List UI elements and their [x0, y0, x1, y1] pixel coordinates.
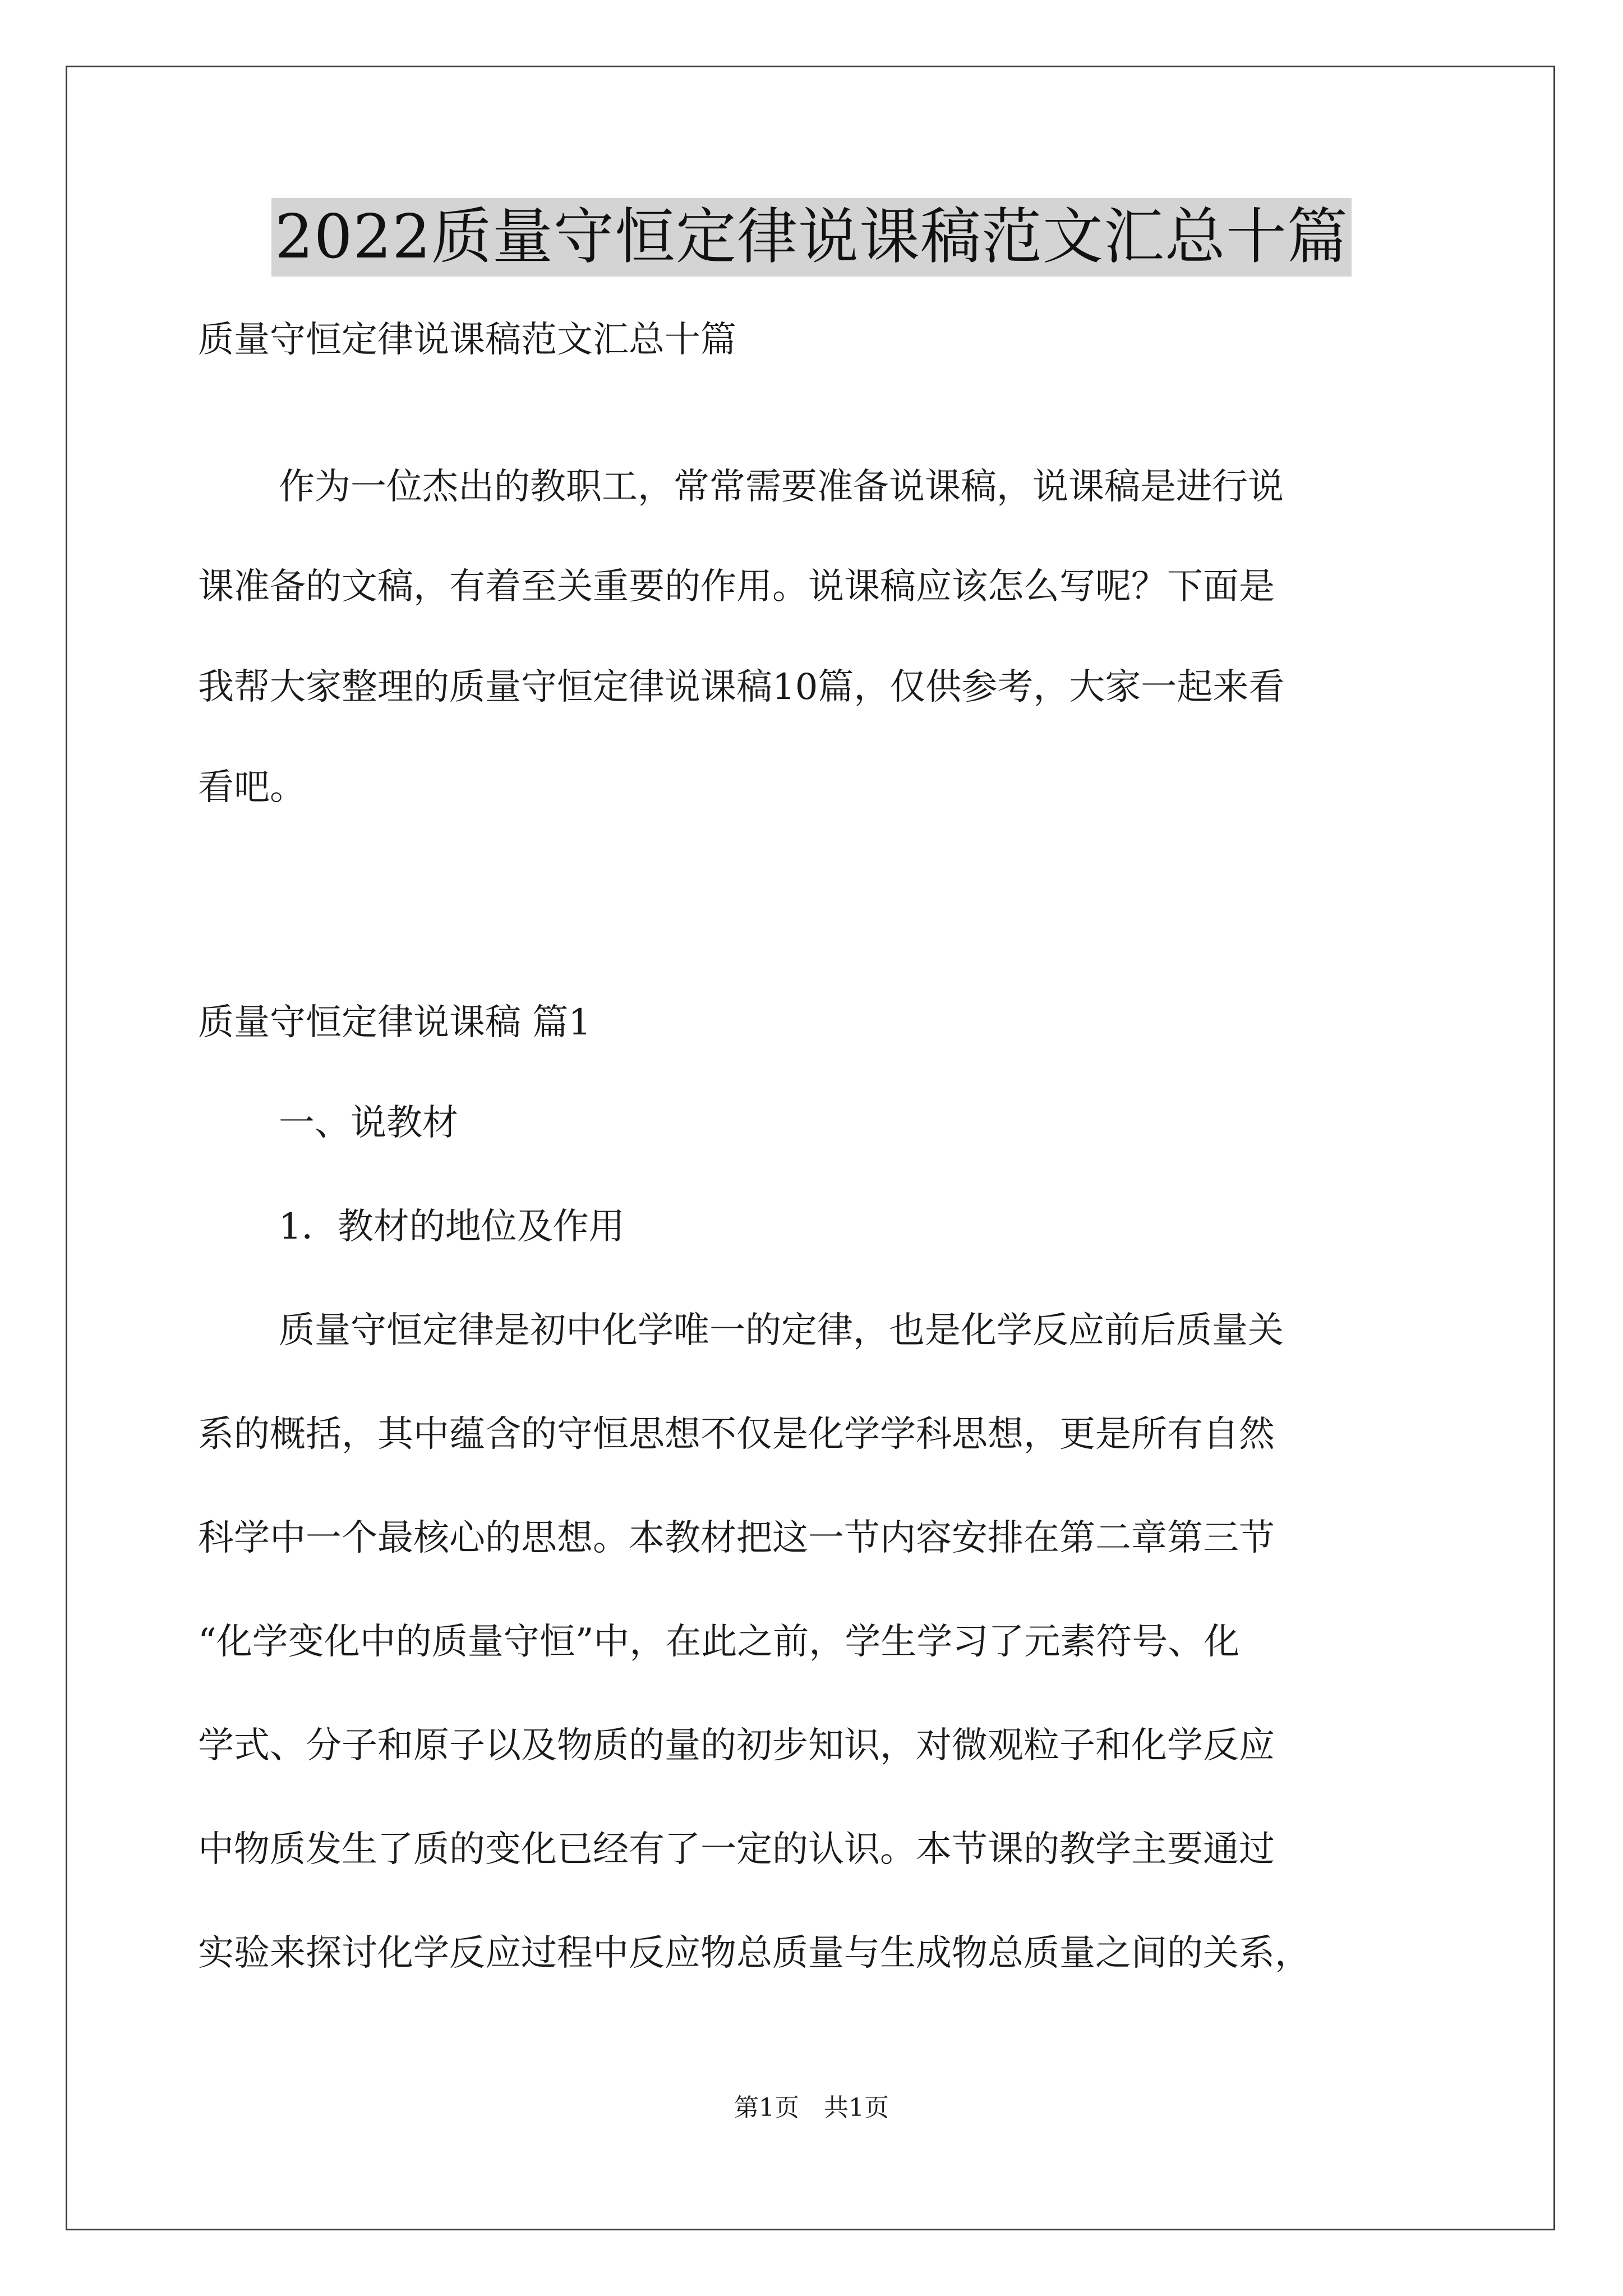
page-border: [66, 66, 1555, 2230]
paragraph-line-2: 系的概括，其中蕴含的守恒思想不仅是化学学科思想，更是所有自然: [198, 1414, 1275, 1455]
paragraph-line-7: 实验来探讨化学反应过程中反应物总质量与生成物总质量之间的关系，: [198, 1932, 1311, 1974]
document-subtitle: 质量守恒定律说课稿范文汇总十篇: [198, 319, 736, 361]
section-heading: 质量守恒定律说课稿 篇1: [198, 1002, 592, 1043]
intro-line-1: 作为一位杰出的教职工，常常需要准备说课稿，说课稿是进行说: [279, 466, 1284, 508]
page-footer: 第1页 共1页: [734, 2093, 889, 2122]
intro-line-2: 课准备的文稿，有着至关重要的作用。说课稿应该怎么写呢？下面是: [198, 566, 1275, 608]
paragraph-line-6: 中物质发生了质的变化已经有了一定的认识。本节课的教学主要通过: [198, 1829, 1275, 1870]
document-title: 2022质量守恒定律说课稿范文汇总十篇: [271, 198, 1352, 277]
title-container: [0, 198, 1623, 277]
paragraph-line-1: 质量守恒定律是初中化学唯一的定律，也是化学反应前后质量关: [279, 1310, 1284, 1351]
paragraph-line-3: 科学中一个最核心的思想。本教材把这一节内容安排在第二章第三节: [198, 1517, 1275, 1559]
sub-heading-explain-material: 一、说教材: [279, 1102, 458, 1144]
intro-line-4: 看吧。: [198, 767, 306, 808]
paragraph-line-5: 学式、分子和原子以及物质的量的初步知识，对微观粒子和化学反应: [198, 1725, 1275, 1766]
intro-line-3: 我帮大家整理的质量守恒定律说课稿10篇，仅供参考，大家一起来看: [198, 666, 1285, 708]
paragraph-line-4: “化学变化中的质量守恒”中，在此之前，学生学习了元素符号、化: [198, 1621, 1240, 1663]
sub-heading-material-role: 1．教材的地位及作用: [279, 1206, 625, 1248]
